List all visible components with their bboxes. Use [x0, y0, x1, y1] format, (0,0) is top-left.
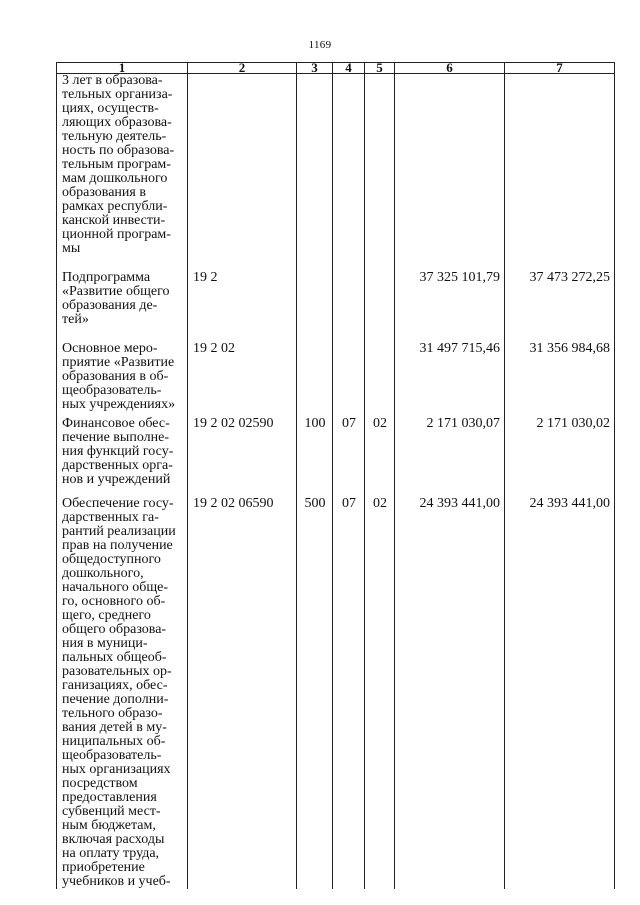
row-col4: 07	[333, 417, 365, 497]
row-name: Обеспечение госу- дарственных га- рантий реализации прав на получение общедоступного дошкольного, начального обще- го, основного об- щего, среднего общего образова- ния в муници- пальных общеоб- разовательных ор- ганизациях, обес- печение дополни- тельного образо- вания детей в му- ниципальных об- щеобразователь- ных организациях посредством предоставления субвенций мест- ным бюджетам, включая расходы на оплату труда, приобретение учебников и учеб-	[57, 497, 188, 889]
budget-table	[56, 62, 615, 889]
table-row	[57, 417, 615, 497]
row-col7: 31 356 984,68	[505, 342, 615, 417]
row-col3: 100	[297, 417, 333, 497]
row-code	[188, 74, 297, 271]
table-row	[57, 74, 615, 271]
column-header: 5	[365, 63, 395, 74]
row-col5	[365, 74, 395, 271]
table-row	[57, 342, 615, 417]
row-col6	[395, 74, 505, 271]
row-col3	[297, 74, 333, 271]
table-row	[57, 271, 615, 342]
row-col6: 2 171 030,07	[395, 417, 505, 497]
row-col3: 500	[297, 497, 333, 889]
row-col5	[365, 271, 395, 342]
row-name: 3 лет в образова- тельных организа- циях, осуществ- ляющих образова- тельную деятель- ность по образова- тельным програм- мам дошкольного образования в рамках республи- канской инвести- ционной програм- мы	[57, 74, 188, 271]
row-col7: 2 171 030,02	[505, 417, 615, 497]
row-col7: 24 393 441,00	[505, 497, 615, 889]
row-name: Основное меро- приятие «Развитие образования в об- щеобразователь- ных учреждениях»	[57, 342, 188, 417]
row-col6: 37 325 101,79	[395, 271, 505, 342]
row-code: 19 2 02	[188, 342, 297, 417]
row-col7	[505, 74, 615, 271]
row-col5: 02	[365, 417, 395, 497]
row-col3	[297, 342, 333, 417]
table-header-row	[57, 63, 615, 74]
column-header: 6	[395, 63, 505, 74]
row-name: Финансовое обес- печение выполне- ния функций госу- дарственных орга- нов и учреждений	[57, 417, 188, 497]
column-header: 1	[57, 63, 188, 74]
row-code: 19 2 02 06590	[188, 497, 297, 889]
row-col4	[333, 342, 365, 417]
row-col7: 37 473 272,25	[505, 271, 615, 342]
column-header: 2	[188, 63, 297, 74]
row-name: Подпрограмма «Развитие общего образования де- тей»	[57, 271, 188, 342]
row-col6: 31 497 715,46	[395, 342, 505, 417]
row-col4	[333, 271, 365, 342]
column-header: 3	[297, 63, 333, 74]
row-col4: 07	[333, 497, 365, 889]
row-code: 19 2	[188, 271, 297, 342]
table-row	[57, 497, 615, 889]
column-header: 4	[333, 63, 365, 74]
row-col4	[333, 74, 365, 271]
row-col6: 24 393 441,00	[395, 497, 505, 889]
row-code: 19 2 02 02590	[188, 417, 297, 497]
row-col3	[297, 271, 333, 342]
row-col5: 02	[365, 497, 395, 889]
page-number: 1169	[308, 39, 332, 51]
row-col5	[365, 342, 395, 417]
column-header: 7	[505, 63, 615, 74]
